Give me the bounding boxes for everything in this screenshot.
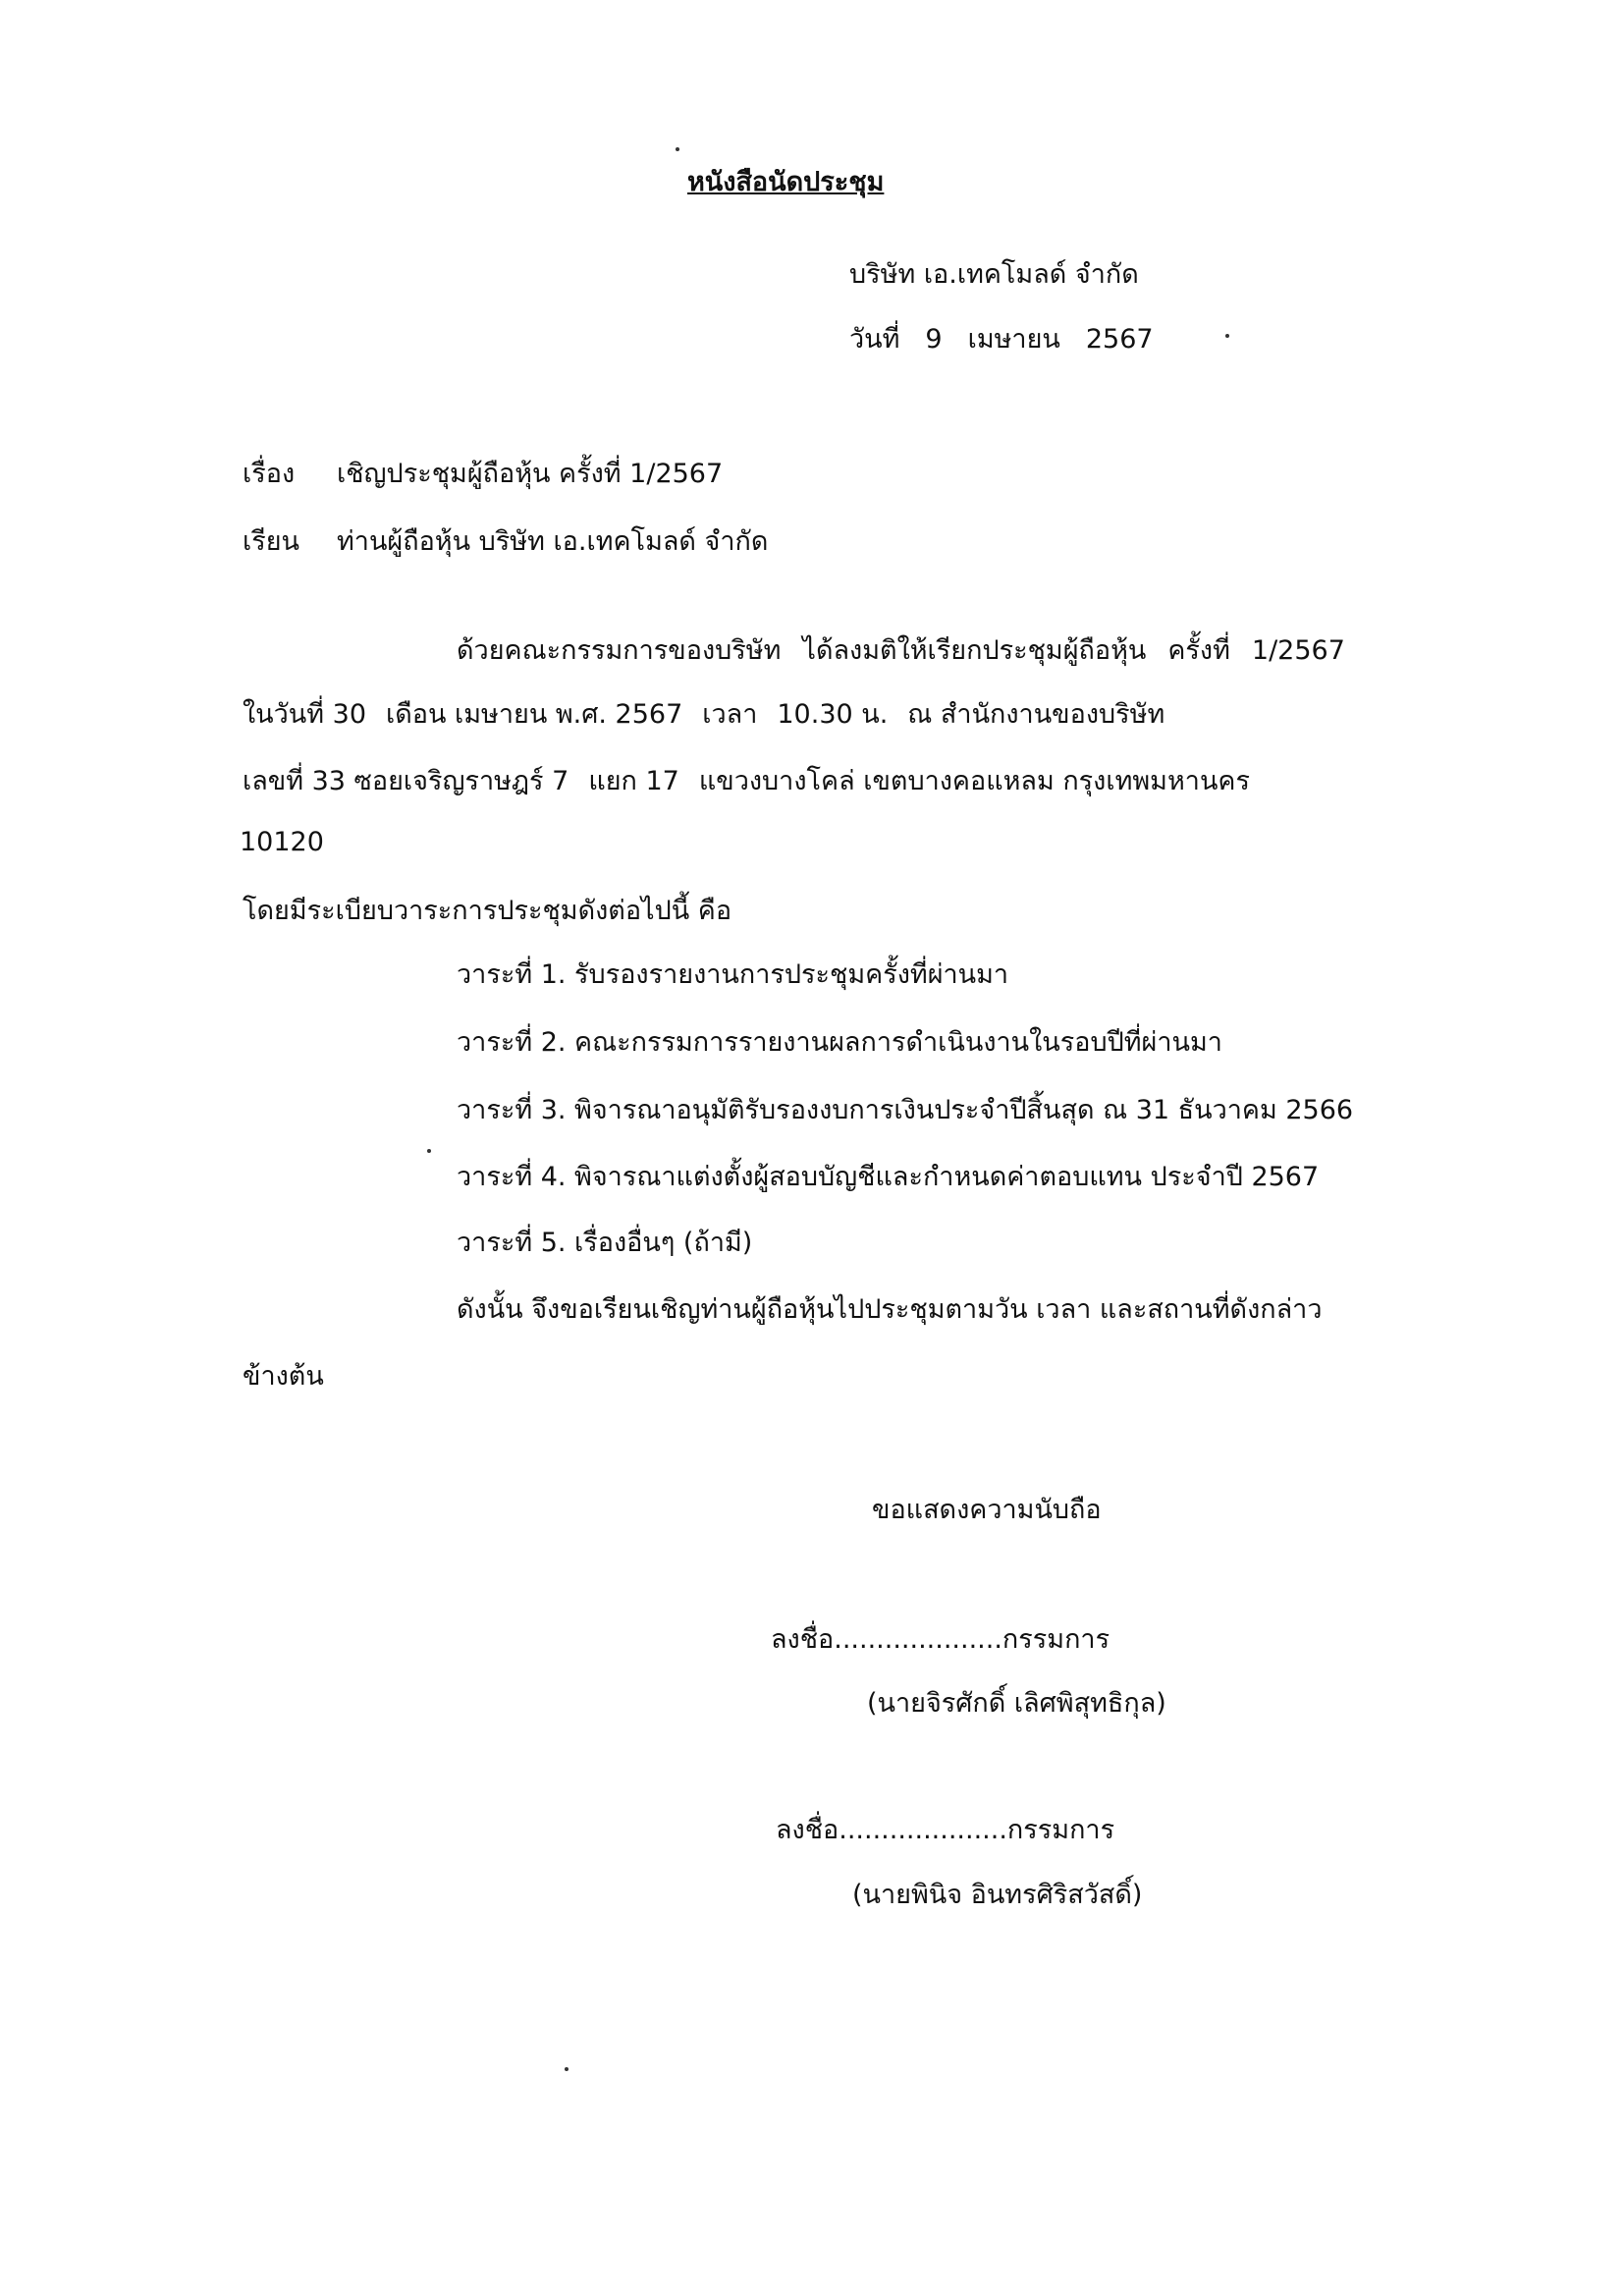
body-text: ด้วยคณะกรรมการของบริษัท [457, 635, 782, 666]
body-text: เดือน เมษายน พ.ศ. 2567 [386, 699, 683, 730]
body-text: แขวงบางโคล่ เขตบางคอแหลม กรุงเทพมหานคร [698, 766, 1250, 796]
body-text: 10.30 น. [777, 699, 889, 730]
body-line-3 [243, 764, 1270, 799]
body-text: เลขที่ 33 ซอยเจริญราษฎร์ 7 [243, 766, 569, 796]
closing-regards: ขอแสดงความนับถือ [872, 1495, 1102, 1525]
company-name: บริษัท เอ.เทคโมลด์ จำกัด [849, 259, 1139, 290]
body-line-1 [457, 633, 1367, 669]
agenda-intro: โดยมีระเบียบวาระการประชุมดังต่อไปนี้ คือ [243, 896, 732, 926]
body-line-2 [243, 697, 1184, 733]
body-text: เวลา [702, 699, 758, 730]
body-text: 1/2567 [1251, 635, 1345, 666]
document-title: หนังสือนัดประชุม [687, 167, 885, 197]
recipient-text: ท่านผู้ถือหุ้น บริษัท เอ.เทคโมลด์ จำกัด [337, 526, 769, 557]
signature-line-1: ลงชื่อ....................กรรมการ [771, 1624, 1110, 1655]
agenda-item: วาระที่ 4. พิจารณาแต่งตั้งผู้สอบบัญชีและกำหนดค่าตอบแทน ประจำปี 2567 [457, 1162, 1320, 1192]
document-date [849, 322, 1179, 357]
agenda-item: วาระที่ 3. พิจารณาอนุมัติรับรองงบการเงินประจำปีสิ้นสุด ณ 31 ธันวาคม 2566 [457, 1095, 1354, 1125]
scan-speck [427, 1149, 431, 1153]
recipient-label: เรียน [243, 526, 300, 557]
agenda-item: วาระที่ 1. รับรองรายงานการประชุมครั้งที่ผ่านมา [457, 959, 1009, 990]
date-year: 2567 [1085, 324, 1154, 355]
subject-label: เรื่อง [243, 459, 296, 489]
scan-speck [676, 147, 679, 151]
recipient-line [243, 524, 768, 560]
signatory-name-2: (นายพินิจ อินทรศิริสวัสดิ์) [852, 1880, 1143, 1910]
closing-line-2: ข้างต้น [243, 1361, 324, 1392]
agenda-item: วาระที่ 5. เรื่องอื่นๆ (ถ้ามี) [457, 1228, 753, 1258]
body-line-4: 10120 [240, 827, 324, 857]
scan-speck [565, 2067, 568, 2071]
body-text: ได้ลงมติให้เรียกประชุมผู้ถือหุ้น [802, 635, 1147, 666]
closing-line-1: ดังนั้น จึงขอเรียนเชิญท่านผู้ถือหุ้นไปประชุมตามวัน เวลา และสถานที่ดังกล่าว [457, 1294, 1323, 1325]
body-text: ครั้งที่ [1167, 635, 1230, 666]
signature-line-2: ลงชื่อ....................กรรมการ [776, 1815, 1115, 1845]
date-month: เมษายน [967, 324, 1060, 355]
scan-speck [1225, 334, 1229, 338]
subject-line [243, 457, 723, 492]
subject-text: เชิญประชุมผู้ถือหุ้น ครั้งที่ 1/2567 [337, 459, 724, 489]
agenda-item: วาระที่ 2. คณะกรรมการรายงานผลการดำเนินงานในรอบปีที่ผ่านมา [457, 1027, 1222, 1058]
signatory-name-1: (นายจิรศักดิ์ เลิศพิสุทธิกุล) [867, 1688, 1166, 1719]
date-day: 9 [925, 324, 943, 355]
body-text: แยก 17 [588, 766, 679, 796]
date-label: วันที่ [849, 324, 900, 355]
body-text: ในวันที่ 30 [243, 699, 366, 730]
body-text: ณ สำนักงานของบริษัท [907, 699, 1165, 730]
